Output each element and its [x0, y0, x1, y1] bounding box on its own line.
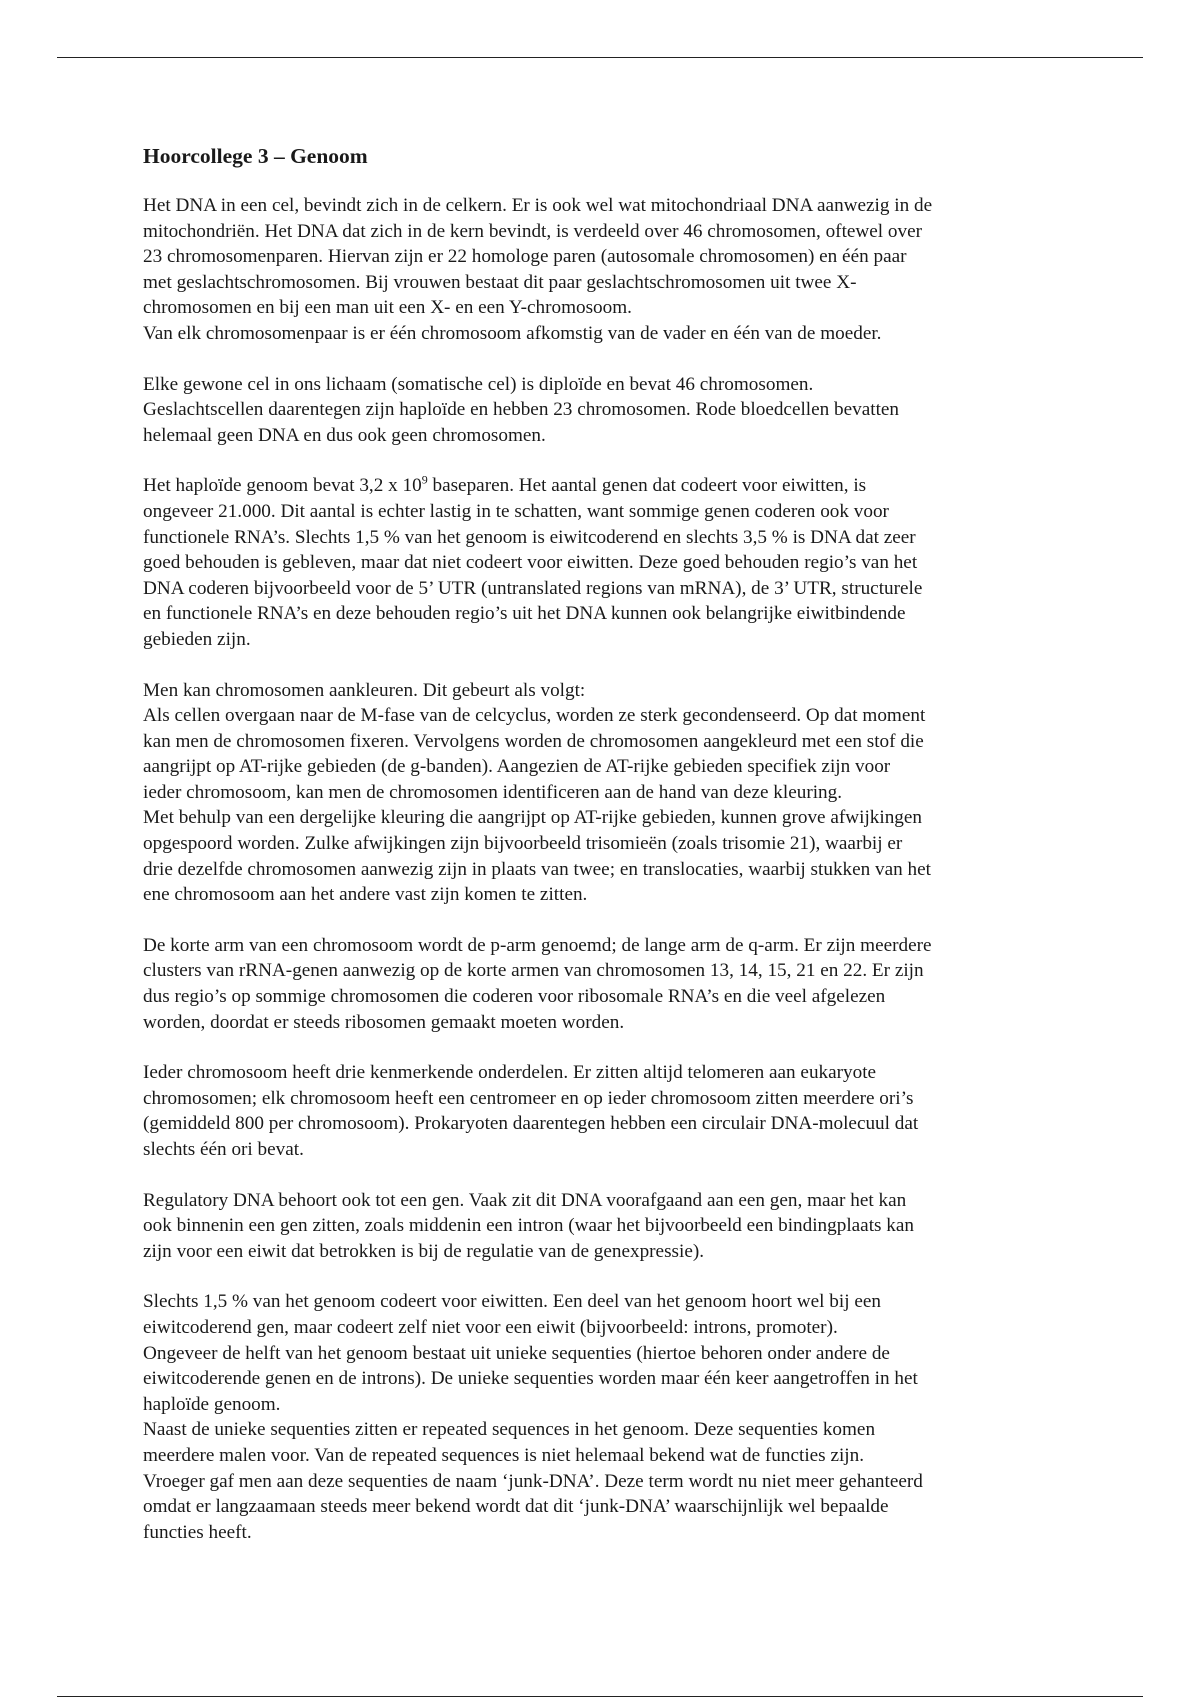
- text-line: functionele RNA’s. Slechts 1,5 % van het genoom is eiwitcoderend en slechts 3,5 % is DNA dat zeer: [143, 526, 916, 548]
- text-line: worden, doordat er steeds ribosomen gemaakt moeten worden.: [143, 1011, 625, 1033]
- text-line: functies heeft.: [143, 1521, 252, 1543]
- top-rule: [57, 57, 1143, 58]
- paragraph-somatic-cells: [143, 372, 1063, 449]
- text-line: opgespoord worden. Zulke afwijkingen zijn bijvoorbeeld trisomieën (zoals trisomie 21), waarbij er: [143, 833, 903, 855]
- text-line: meerdere malen voor. Van de repeated sequences is niet helemaal bekend wat de functies zijn.: [143, 1444, 865, 1466]
- text-line: slechts één ori bevat.: [143, 1139, 304, 1160]
- text-line: eiwitcoderend gen, maar codeert zelf niet voor een eiwit (bijvoorbeeld: introns, promoter).: [143, 1316, 838, 1338]
- text-line: clusters van rRNA-genen aanwezig op de korte armen van chromosomen 13, 14, 15, 21 en 22. Er zijn: [143, 960, 924, 982]
- paragraph-haploid-genome: [143, 473, 1063, 652]
- paragraph-chromosome-parts: [143, 1060, 1063, 1162]
- text-line: Het DNA in een cel, bevindt zich in de celkern. Er is ook wel wat mitochondriaal DNA aanwezig in de: [143, 195, 933, 216]
- haploid-text-after: baseparen. Het aantal genen dat codeert voor eiwitten, is: [427, 475, 867, 497]
- text-line-haploid: [143, 473, 1063, 499]
- text-line: met geslachtschromosomen. Bij vrouwen bestaat dit paar geslachtschromosomen uit twee X-: [143, 271, 857, 293]
- text-line: Van elk chromosomenpaar is er één chromosoom afkomstig van de vader en één van de moeder.: [143, 322, 882, 344]
- text-line: Men kan chromosomen aankleuren. Dit gebeurt als volgt:: [143, 679, 586, 701]
- bottom-rule: [57, 1696, 1143, 1697]
- text-line: Met behulp van een dergelijke kleuring die aangrijpt op AT-rijke gebieden, kunnen grove afwijkingen: [143, 807, 923, 829]
- text-line: (gemiddeld 800 per chromosoom). Prokaryoten daarentegen hebben een circulair DNA-molecuul dat: [143, 1113, 919, 1135]
- paragraph-dna-in-cell: [143, 193, 1063, 347]
- text-line: Regulatory DNA behoort ook tot een gen. Vaak zit dit DNA voorafgaand aan een gen, maar het kan: [143, 1189, 907, 1211]
- paragraph-staining: [143, 678, 1063, 908]
- text-line: Als cellen overgaan naar de M-fase van de celcyclus, worden ze sterk gecondenseerd. Op dat moment: [143, 705, 926, 727]
- text-line: Slechts 1,5 % van het genoom codeert voor eiwitten. Een deel van het genoom hoort wel bij een: [143, 1291, 881, 1313]
- document-body: [143, 142, 1063, 1570]
- text-line: zijn voor een eiwit dat betrokken is bij de regulatie van de genexpressie).: [143, 1240, 705, 1262]
- text-line: gebieden zijn.: [143, 628, 251, 650]
- text-line: goed behouden is gebleven, maar dat niet codeert voor eiwitten. Deze goed behouden regio’s van het: [143, 552, 918, 574]
- text-line: chromosomen; elk chromosoom heeft een centromeer en op ieder chromosoom zitten meerdere ori’s: [143, 1087, 914, 1109]
- text-line: mitochondriën. Het DNA dat zich in de kern bevindt, is verdeeld over 46 chromosomen, oftewel over: [143, 220, 923, 242]
- text-line: Elke gewone cel in ons lichaam (somatische cel) is diploïde en bevat 46 chromosomen.: [143, 373, 814, 395]
- text-line: Ieder chromosoom heeft drie kenmerkende onderdelen. Er zitten altijd telomeren aan eukaryote: [143, 1062, 877, 1084]
- exponent: 9: [421, 472, 428, 487]
- text-line: 23 chromosomenparen. Hiervan zijn er 22 homologe paren (autosomale chromosomen) en één paar: [143, 246, 907, 268]
- text-line: ook binnenin een gen zitten, zoals middenin een intron (waar het bijvoorbeeld een bindingplaats kan: [143, 1215, 914, 1237]
- paragraph-regulatory-dna: [143, 1188, 1063, 1265]
- text-line: Naast de unieke sequenties zitten er repeated sequences in het genoom. Deze sequenties komen: [143, 1419, 876, 1441]
- text-line: omdat er langzaamaan steeds meer bekend wordt dat dit ‘junk-DNA’ waarschijnlijk wel bepaalde: [143, 1496, 889, 1518]
- text-line: eiwitcoderende genen en de introns). De unieke sequenties worden maar één keer aangetroffen in het: [143, 1368, 918, 1390]
- text-line: drie dezelfde chromosomen aanwezig zijn in plaats van twee; en translocaties, waarbij stukken van het: [143, 858, 931, 880]
- text-line: Vroeger gaf men aan deze sequenties de naam ‘junk-DNA’. Deze term wordt nu niet meer gehanteerd: [143, 1470, 923, 1492]
- text-line: Geslachtscellen daarentegen zijn haploïde en hebben 23 chromosomen. Rode bloedcellen bevatten: [143, 399, 900, 421]
- text-line: dus regio’s op sommige chromosomen die coderen voor ribosomale RNA’s en die veel afgelezen: [143, 986, 886, 1008]
- paragraph-sequences: [143, 1289, 1063, 1545]
- text-line: DNA coderen bijvoorbeeld voor de 5’ UTR (untranslated regions van mRNA), de 3’ UTR, structurele: [143, 577, 923, 599]
- text-line: ongeveer 21.000. Dit aantal is echter lastig in te schatten, want sommige genen coderen ook voor: [143, 500, 889, 522]
- text-line: chromosomen en bij een man uit een X- en een Y-chromosoom.: [143, 297, 632, 319]
- text-line: aangrijpt op AT-rijke gebieden (de g-banden). Aangezien de AT-rijke gebieden specifiek zijn voor: [143, 756, 891, 778]
- text-line: kan men de chromosomen fixeren. Vervolgens worden de chromosomen aangekleurd met een stof die: [143, 730, 924, 752]
- haploid-text-before: Het haploïde genoom bevat 3,2 x 10: [143, 475, 422, 497]
- text-line: De korte arm van een chromosoom wordt de p-arm genoemd; de lange arm de q-arm. Er zijn meerdere: [143, 934, 932, 956]
- text-line: ene chromosoom aan het andere vast zijn komen te zitten.: [143, 884, 588, 906]
- text-line: en functionele RNA’s en deze behouden regio’s uit het DNA kunnen ook belangrijke eiwitbindende: [143, 603, 906, 625]
- text-line: helemaal geen DNA en dus ook geen chromosomen.: [143, 424, 546, 446]
- text-line: Ongeveer de helft van het genoom bestaat uit unieke sequenties (hiertoe behoren onder andere de: [143, 1342, 890, 1364]
- document-title: Hoorcollege 3 – Genoom: [143, 144, 368, 168]
- text-line: haploïde genoom.: [143, 1393, 281, 1415]
- text-line: ieder chromosoom, kan men de chromosomen identificeren aan de hand van deze kleuring.: [143, 781, 843, 803]
- paragraph-chromosome-arms: [143, 933, 1063, 1035]
